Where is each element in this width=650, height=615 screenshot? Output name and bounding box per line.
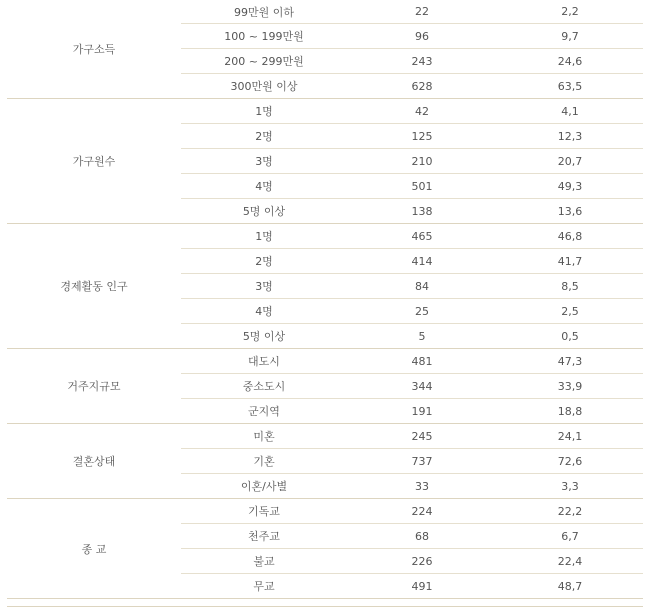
count-cell: 25 bbox=[347, 299, 497, 324]
count-cell: 737 bbox=[347, 449, 497, 474]
category-cell: 1명 bbox=[181, 99, 347, 124]
group-label: 가구소득 bbox=[7, 0, 181, 99]
group-label: 거주지규모 bbox=[7, 349, 181, 424]
category-cell: 천주교 bbox=[181, 524, 347, 549]
percent-cell: 4,1 bbox=[497, 99, 643, 124]
count-cell: 245 bbox=[347, 424, 497, 449]
category-cell: 5명 이상 bbox=[181, 199, 347, 224]
category-cell: 300만원 이상 bbox=[181, 74, 347, 99]
category-cell: 3명 bbox=[181, 274, 347, 299]
percent-cell: 24,6 bbox=[497, 49, 643, 74]
count-cell: 42 bbox=[347, 99, 497, 124]
category-cell: 4명 bbox=[181, 299, 347, 324]
percent-cell: 0,5 bbox=[497, 324, 643, 349]
category-cell: 이혼/사별 bbox=[181, 474, 347, 499]
percent-cell: 2,2 bbox=[497, 0, 643, 24]
count-cell: 33 bbox=[347, 474, 497, 499]
count-cell: 96 bbox=[347, 24, 497, 49]
table-body bbox=[7, 0, 643, 599]
count-cell: 344 bbox=[347, 374, 497, 399]
demographics-table bbox=[7, 0, 643, 599]
group-label: 경제활동 인구 bbox=[7, 224, 181, 349]
count-cell: 68 bbox=[347, 524, 497, 549]
count-cell: 84 bbox=[347, 274, 497, 299]
percent-cell: 12,3 bbox=[497, 124, 643, 149]
count-cell: 414 bbox=[347, 249, 497, 274]
percent-cell: 49,3 bbox=[497, 174, 643, 199]
category-cell: 무교 bbox=[181, 574, 347, 599]
table-row bbox=[7, 349, 643, 374]
category-cell: 99만원 이하 bbox=[181, 0, 347, 24]
category-cell: 2명 bbox=[181, 124, 347, 149]
bottom-rule bbox=[7, 606, 643, 607]
table-row bbox=[7, 99, 643, 124]
percent-cell: 48,7 bbox=[497, 574, 643, 599]
count-cell: 125 bbox=[347, 124, 497, 149]
table-row bbox=[7, 499, 643, 524]
category-cell: 대도시 bbox=[181, 349, 347, 374]
percent-cell: 9,7 bbox=[497, 24, 643, 49]
percent-cell: 22,4 bbox=[497, 549, 643, 574]
percent-cell: 22,2 bbox=[497, 499, 643, 524]
percent-cell: 72,6 bbox=[497, 449, 643, 474]
count-cell: 243 bbox=[347, 49, 497, 74]
count-cell: 491 bbox=[347, 574, 497, 599]
percent-cell: 8,5 bbox=[497, 274, 643, 299]
percent-cell: 2,5 bbox=[497, 299, 643, 324]
category-cell: 미혼 bbox=[181, 424, 347, 449]
category-cell: 불교 bbox=[181, 549, 347, 574]
category-cell: 2명 bbox=[181, 249, 347, 274]
percent-cell: 33,9 bbox=[497, 374, 643, 399]
count-cell: 210 bbox=[347, 149, 497, 174]
count-cell: 191 bbox=[347, 399, 497, 424]
count-cell: 224 bbox=[347, 499, 497, 524]
count-cell: 138 bbox=[347, 199, 497, 224]
category-cell: 5명 이상 bbox=[181, 324, 347, 349]
percent-cell: 47,3 bbox=[497, 349, 643, 374]
count-cell: 22 bbox=[347, 0, 497, 24]
count-cell: 501 bbox=[347, 174, 497, 199]
category-cell: 군지역 bbox=[181, 399, 347, 424]
table-row bbox=[7, 0, 643, 24]
category-cell: 기독교 bbox=[181, 499, 347, 524]
group-label: 종 교 bbox=[7, 499, 181, 599]
group-label: 결혼상태 bbox=[7, 424, 181, 499]
category-cell: 중소도시 bbox=[181, 374, 347, 399]
category-cell: 200 ~ 299만원 bbox=[181, 49, 347, 74]
category-cell: 4명 bbox=[181, 174, 347, 199]
category-cell: 100 ~ 199만원 bbox=[181, 24, 347, 49]
percent-cell: 20,7 bbox=[497, 149, 643, 174]
count-cell: 628 bbox=[347, 74, 497, 99]
percent-cell: 6,7 bbox=[497, 524, 643, 549]
category-cell: 기혼 bbox=[181, 449, 347, 474]
percent-cell: 41,7 bbox=[497, 249, 643, 274]
group-label: 가구원수 bbox=[7, 99, 181, 224]
percent-cell: 63,5 bbox=[497, 74, 643, 99]
category-cell: 1명 bbox=[181, 224, 347, 249]
count-cell: 226 bbox=[347, 549, 497, 574]
category-cell: 3명 bbox=[181, 149, 347, 174]
table-row bbox=[7, 224, 643, 249]
count-cell: 481 bbox=[347, 349, 497, 374]
percent-cell: 46,8 bbox=[497, 224, 643, 249]
percent-cell: 13,6 bbox=[497, 199, 643, 224]
percent-cell: 3,3 bbox=[497, 474, 643, 499]
percent-cell: 18,8 bbox=[497, 399, 643, 424]
table-row bbox=[7, 424, 643, 449]
percent-cell: 24,1 bbox=[497, 424, 643, 449]
count-cell: 5 bbox=[347, 324, 497, 349]
count-cell: 465 bbox=[347, 224, 497, 249]
